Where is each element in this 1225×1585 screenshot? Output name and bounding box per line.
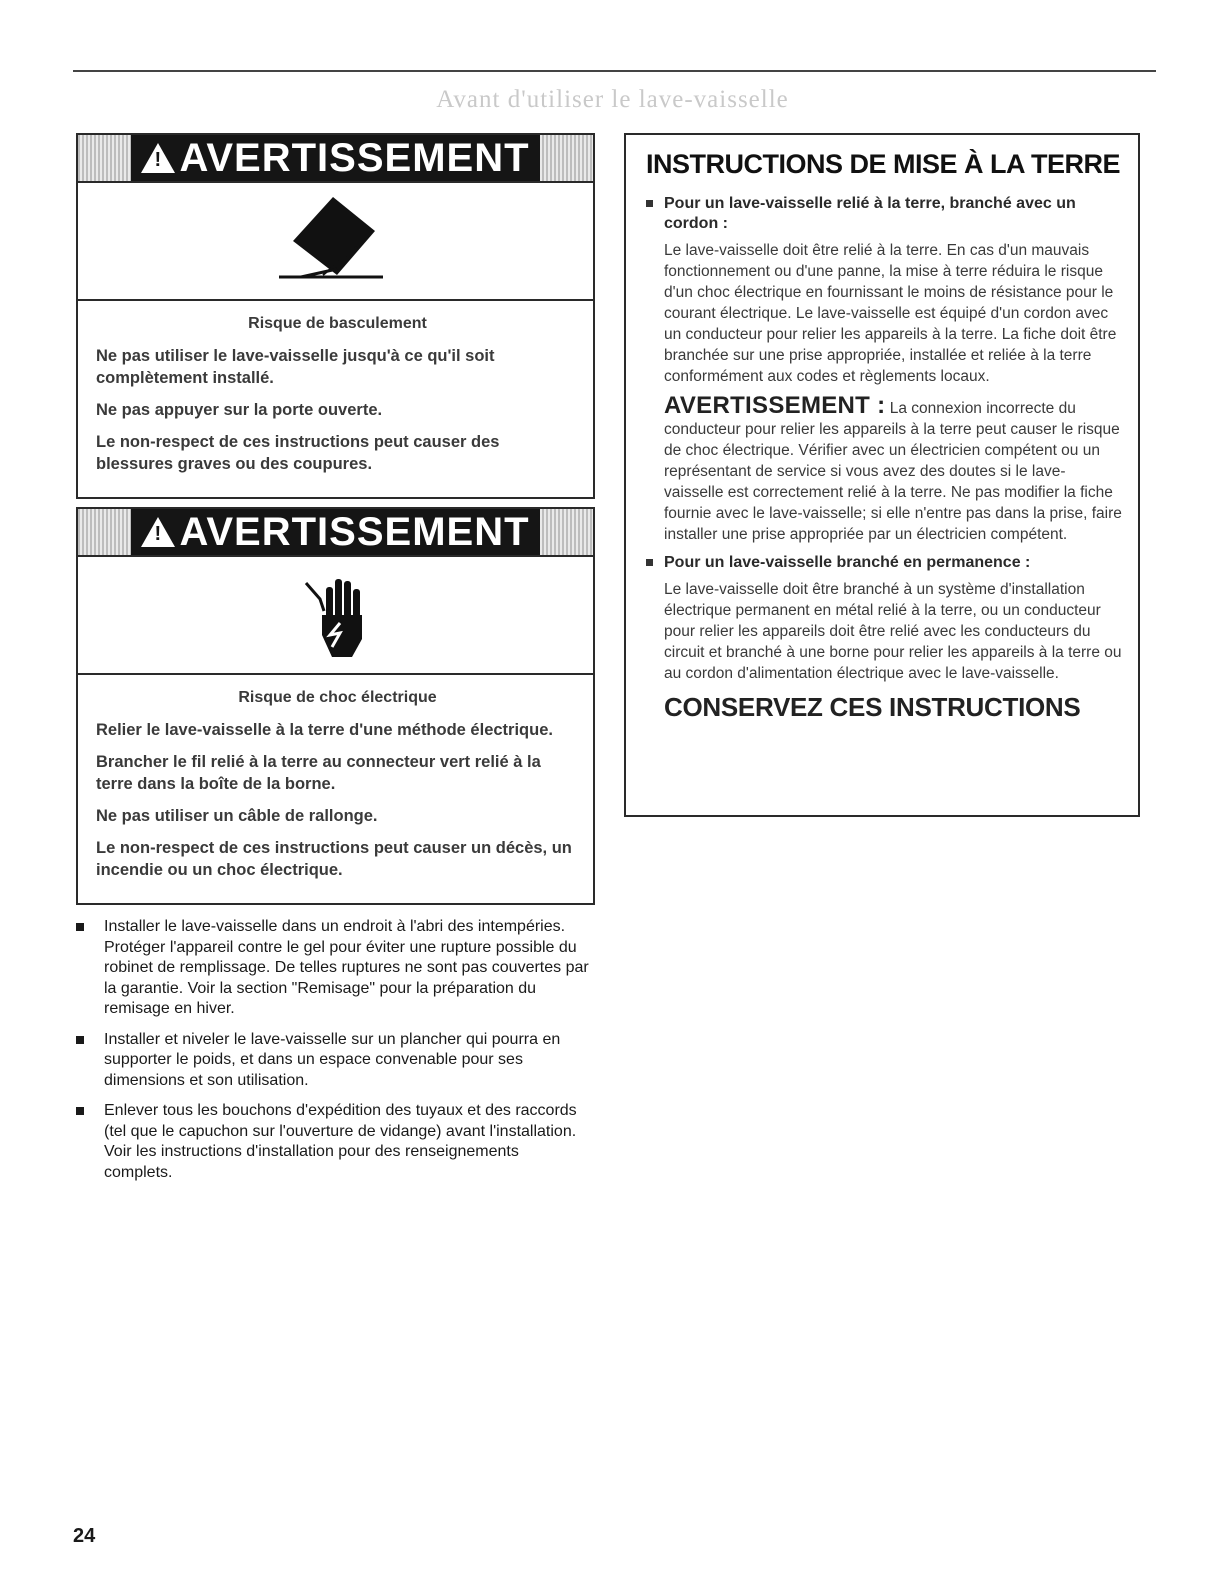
- warning-line: Le non-respect de ces instructions peut causer des blessures graves ou des coupures.: [96, 433, 500, 473]
- page-number: 24: [73, 1525, 96, 1547]
- warning-line: Ne pas appuyer sur la porte ouverte.: [96, 401, 383, 419]
- grounding-warning-paragraph: [646, 392, 1122, 545]
- top-rule: [73, 70, 1156, 72]
- list-item-text: Installer et niveler le lave-vaisselle sur un plancher qui pourra en supporter le poids, et dans un espace convenable pour ses dimensions et son utilisation.: [104, 1030, 561, 1089]
- warning-banner-label: AVERTISSEMENT: [179, 135, 530, 180]
- conserve-instructions: CONSERVEZ CES INSTRUCTIONS: [664, 692, 1081, 722]
- bullet-square-icon: [76, 923, 84, 931]
- bullet-square-icon: [76, 1036, 84, 1044]
- grounding-paragraph: Le lave-vaisselle doit être relié à la terre. En cas d'un mauvais fonctionnement ou d'une panne, la mise à terre réduira le risque d'un choc électrique en fournissant le moins de résistance pour le courant électrique. Le lave-vaisselle est équipé d'un cordon avec un conducteur pour relier les appareils à la terre. La fiche doit être branchée sur une prise appropriée, installée et reliée à la terre conformément aux codes et règlements locaux.: [664, 242, 1117, 385]
- bullet-square-icon: [76, 1107, 84, 1115]
- warning-line: Relier le lave-vaisselle à la terre d'une méthode électrique.: [96, 721, 553, 739]
- grounding-instructions-box: [624, 133, 1140, 817]
- warning-line: Le non-respect de ces instructions peut causer un décès, un incendie ou un choc électrique.: [96, 839, 572, 879]
- tipping-dishwasher-icon: [78, 183, 593, 301]
- grounding-subheading: [646, 553, 1122, 573]
- section-title: Avant d'utiliser le lave-vaisselle: [436, 86, 789, 113]
- grounding-subheading: [646, 194, 1122, 234]
- list-item: [76, 1030, 591, 1092]
- bullet-square-icon: [646, 559, 653, 566]
- warning-triangle-icon: [141, 143, 175, 173]
- grounding-title: INSTRUCTIONS DE MISE À LA TERRE: [646, 149, 1121, 179]
- warning-triangle-icon: [141, 517, 175, 547]
- warning-heading: Risque de basculement: [248, 315, 427, 332]
- subheading-text: Pour un lave-vaisselle relié à la terre, branché avec un cordon :: [664, 195, 1076, 232]
- electric-shock-hand-icon: [78, 557, 593, 675]
- warning-banner-label: AVERTISSEMENT: [179, 509, 530, 554]
- bullet-square-icon: [646, 200, 653, 207]
- warning-line: Ne pas utiliser le lave-vaisselle jusqu'à ce qu'il soit complètement installé.: [96, 347, 495, 387]
- list-item-text: Installer le lave-vaisselle dans un endroit à l'abri des intempéries. Protéger l'appareil contre le gel pour éviter une rupture possible du robinet de remplissage. De telles ruptures ne sont pas couvertes par la garantie. Voir la section "Remisage" pour la préparation du remisage en hiver.: [104, 918, 589, 1017]
- grounding-paragraph: Le lave-vaisselle doit être branché à un système d'installation électrique permanent en métal relié à la terre, ou un conducteur pour relier les appareils doit être relié avec les conducteurs du circuit et branché à une borne pour relier les appareils à la terre ou au cordon d'alimentation électrique avec le lave-vaisselle.: [664, 581, 1122, 682]
- warning-line: Ne pas utiliser un câble de rallonge.: [96, 807, 378, 825]
- grounding-warning-word: AVERTISSEMENT :: [664, 392, 886, 419]
- grounding-warning-text: La connexion incorrecte du conducteur pour relier les appareils à la terre peut causer le risque de choc électrique. Vérifier avec un électricien compétent ou un représentant de service si vous avez des doutes si le lave-vaisselle est correctement relié à la terre. Ne pas modifier la fiche fournie avec le lave-vaisselle; si elle n'entre pas dans la prise, faire installer une prise appropriée par un électricien compétent.: [664, 400, 1122, 543]
- warning-box-electric: [76, 507, 595, 905]
- subheading-text: Pour un lave-vaisselle branché en permanence :: [664, 554, 1031, 571]
- warning-box-tipping: [76, 133, 595, 499]
- warning-banner: [78, 509, 593, 557]
- warning-banner: [78, 135, 593, 183]
- list-item-text: Enlever tous les bouchons d'expédition des tuyaux et des raccords (tel que le capuchon sur l'ouverture de vidange) avant l'installation. Voir les instructions d'installation pour des renseignements complets.: [104, 1102, 577, 1181]
- warning-line: Brancher le fil relié à la terre au connecteur vert relié à la terre dans la boîte de la borne.: [96, 753, 541, 793]
- installation-bullets: [76, 917, 591, 1193]
- list-item: [76, 917, 591, 1020]
- list-item: [76, 1101, 591, 1183]
- warning-heading: Risque de choc électrique: [238, 689, 437, 706]
